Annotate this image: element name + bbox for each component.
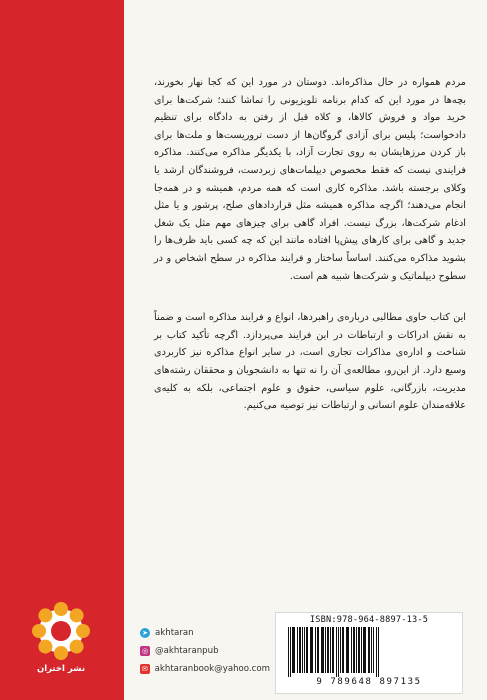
barcode-bars [286,627,452,677]
social-telegram[interactable] [140,625,270,641]
publisher-name: نشر اختران [36,664,86,674]
email-address: akhtaranbook@yahoo.com [154,664,270,674]
red-spine-strip [0,0,124,700]
publisher-logo [28,596,94,682]
blurb-paragraph-1: مردم همواره در حال مذاکره‌اند. دوستان در مورد این که کجا نهار بخورند، بچه‌ها در مورد این که کدام برنامه تلویزیونی را تماشا کنند؛ شرکت‌ها برای خرید مواد و فروش کالاها، و کلاه قبل از رفتن به دادگاه برای تنظیم دادخواست؛ پلیس برای آزادی گروگان‌ها از دست تروریست‌ها و ملت‌ها برای باز کردن مرزهایشان به روی تجارت آزاد، با یکدیگر مذاکره می‌کنند. مذاکره فرایندی نیست که فقط مخصوص دیپلمات‌های زبردست، فروشندگان ارشد یا وکلای برجسته باشد. مذاکره کاری است که همه مردم، همیشه و در همه‌جا انجام می‌دهند؛ اگرچه مذاکره همیشه مثل قراردادهای صلح، پرشور و یا مثل ادغام شرکت‌ها، بزرگ نیست. افراد گاهی برای چیزهای مهم مثل یک شغل جدید و گاهی برای کارهای پیش‌پا افتاده مانند این که چه کسی باید ظرف‌ها را بشوید مذاکره می‌کنند. اساساً ساختار و فرایند مذاکره در سطح اشخاص و در سطوح دیپلماتیک و شرکت‌ها شبیه هم است. [154,77,466,282]
social-instagram[interactable] [140,643,270,659]
telegram-icon: ➤ [140,628,150,638]
blurb-paragraph-2: این کتاب حاوی مطالبی درباره‌ی راهبردها، انواع و فرایند مذاکره است و ضمناً به نقش ادراکات و ارتباطات در این فرایند می‌پردازد. اگرچه تأکید کتاب بر شناخت و اداره‌ی مذاکرات تجاری است، در سایر انواع مذاکره نیز کاربردی وسیع دارد. از این‌رو، مطالعه‌ی آن را نه تنها به دانشجویان و محققان رشته‌های مدیریت، بازرگانی، علوم سیاسی، حقوق و علوم اجتماعی، بلکه به کلیه‌ی علاقه‌مندان علوم انسانی و ارتباطات نیز توصیه می‌کنیم. [154,312,466,412]
isbn-barcode [275,612,463,694]
email-icon: ✉ [141,665,148,673]
isbn-label: ISBN:978-964-8897-13-5 [309,615,429,625]
social-links [140,625,270,679]
barcode-digits: 9 789648 897135 [316,677,422,687]
blurb-text [154,74,466,415]
telegram-handle: akhtaran [155,628,194,638]
instagram-icon: ◎ [141,647,149,655]
social-email[interactable] [140,661,270,677]
publisher-logo-icon [28,596,94,662]
instagram-handle: @akhtaranpub [155,646,219,656]
